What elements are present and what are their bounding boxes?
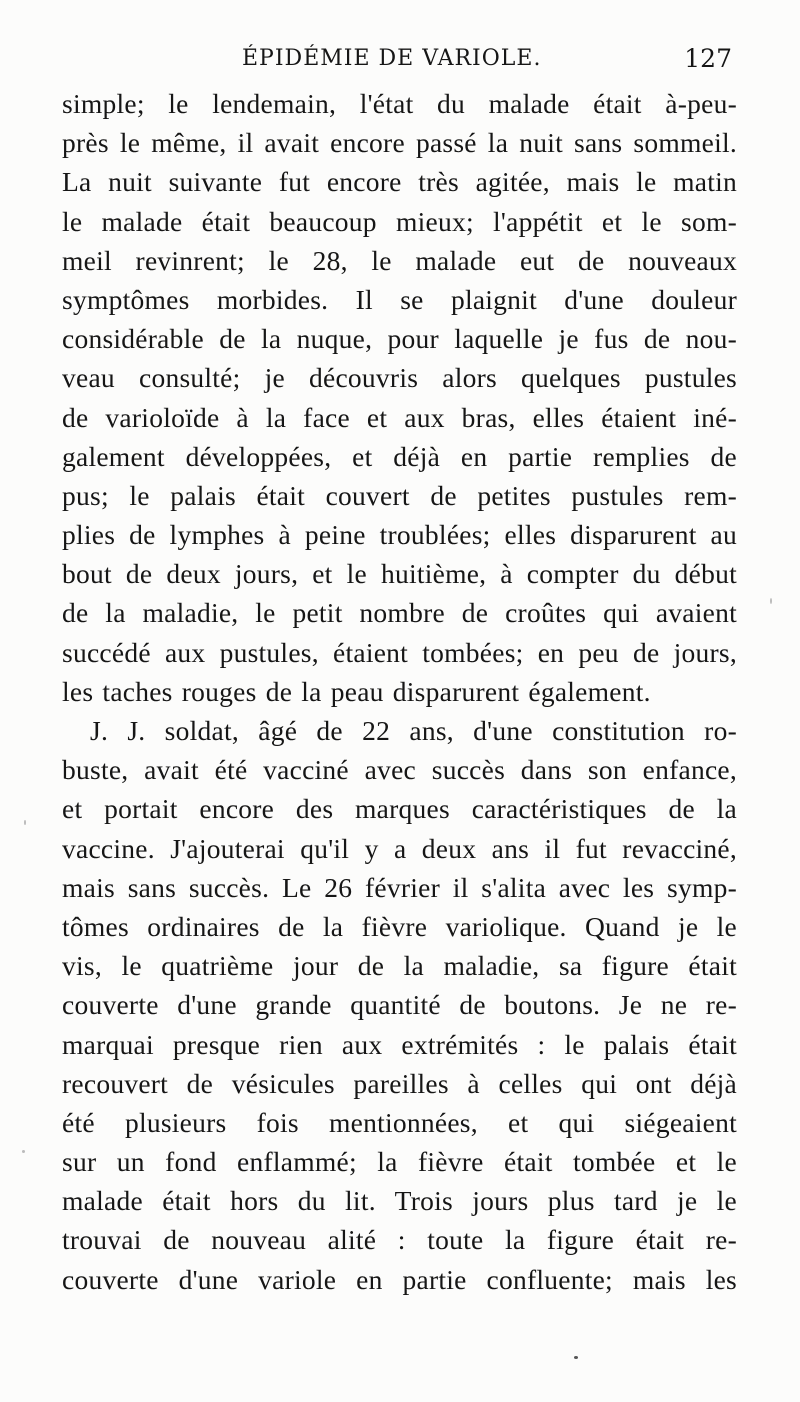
text-line: de varioloïde à la face et aux bras, elles étaient iné- (62, 401, 737, 433)
text-line: près le même, il avait encore passé la nuit sans sommeil. (62, 127, 737, 159)
text-line: veau consulté; je découvris alors quelques pustules (62, 362, 737, 394)
text-line: marquai presque rien aux extrémités : le palais était (62, 1028, 737, 1060)
running-title: ÉPIDÉMIE DE VARIOLE. (242, 46, 542, 71)
text-line: été plusieurs fois mentionnées, et qui siégeaient (62, 1106, 737, 1138)
text-line: malade était hors du lit. Trois jours plus tard je le (62, 1185, 737, 1217)
text-line: les taches rouges de la peau disparurent également. (62, 675, 651, 707)
text-line: considérable de la nuque, pour laquelle je fus de nou- (62, 323, 737, 355)
text-line: succédé aux pustules, étaient tombées; en peu de jours, (62, 636, 737, 668)
paragraph-1 (62, 84, 737, 711)
text-line: buste, avait été vacciné avec succès dans son enfance, (62, 754, 737, 786)
running-head (62, 42, 742, 78)
text-line: bout de deux jours, et le huitième, à compter du début (62, 558, 737, 590)
text-line: plies de lymphes à peine troublées; elles disparurent au (62, 519, 737, 551)
text-line: pus; le palais était couvert de petites pustules rem- (62, 479, 737, 511)
ink-speck (22, 1150, 25, 1153)
text-line: couverte d'une variole en partie confluente; mais les (62, 1263, 737, 1295)
text-line: sur un fond enflammé; la fièvre était tombée et le (62, 1146, 737, 1178)
text-line: meil revinrent; le 28, le malade eut de nouveaux (62, 244, 737, 276)
ink-speck (574, 1356, 578, 1359)
text-line: galement développées, et déjà en partie remplies de (62, 440, 737, 472)
text-line: La nuit suivante fut encore très agitée, mais le matin (62, 166, 737, 198)
ink-speck (770, 598, 772, 604)
text-line: symptômes morbides. Il se plaignit d'une douleur (62, 283, 737, 315)
text-line: trouvai de nouveau alité : toute la figure était re- (62, 1224, 737, 1256)
text-line: mais sans succès. Le 26 février il s'alita avec les symp- (62, 871, 737, 903)
text-line: simple; le lendemain, l'état du malade était à-peu- (62, 88, 737, 119)
text-line: et portait encore des marques caractéristiques de la (62, 793, 737, 825)
text-line: J. J. soldat, âgé de 22 ans, d'une constitution ro- (90, 715, 737, 746)
body-text (62, 84, 737, 1299)
text-line: vaccine. J'ajouterai qu'il y a deux ans il fut revacciné, (62, 832, 737, 864)
text-line: vis, le quatrième jour de la maladie, sa figure était (62, 950, 737, 982)
text-line: le malade était beaucoup mieux; l'appétit et le som- (62, 205, 737, 237)
text-line: couverte d'une grande quantité de boutons. Je ne re- (62, 989, 737, 1021)
page-number: 127 (684, 44, 732, 73)
ink-speck (24, 820, 26, 825)
paragraph-2 (62, 711, 737, 1299)
text-line: de la maladie, le petit nombre de croûtes qui avaient (62, 597, 737, 629)
text-line: recouvert de vésicules pareilles à celles qui ont déjà (62, 1067, 737, 1099)
text-line: tômes ordinaires de la fièvre variolique. Quand je le (62, 910, 737, 942)
